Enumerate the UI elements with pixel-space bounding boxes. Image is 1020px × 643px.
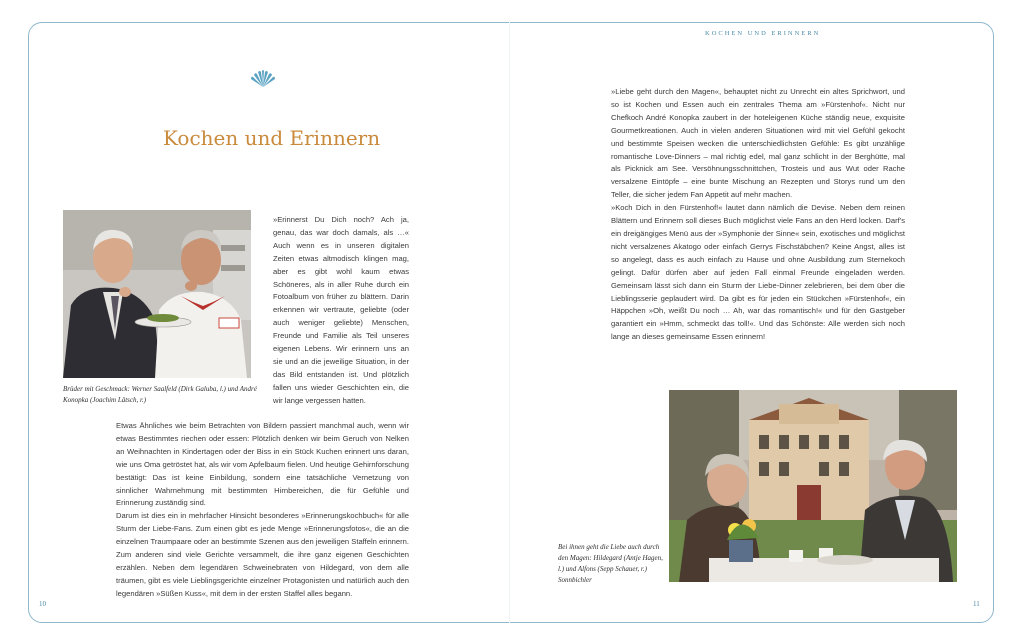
body-paragraph: »Koch Dich in den Fürstenhof!« lautet dann nämlich die Devise. Neben dem reinen Blättern und Erinnern soll dieses Buch möglichst viele Fans an den Herd locken. Darf's ein dreigängiges Menü aus der »Symphonie der Sinne« sein, exotisches und möglichst nicht versalzenes Akatogo oder einfach Gerrys Fischstäbchen? Keine Angst, alles ist so angelegt, dass es auch einfach zu Hause und ohne Ausbildung zum Sternekoch gelingt. Dafür dürfen aber auf jeden Fall einmal Freunde eingeladen werden. Gemeinsam lässt sich dann ein Sturm der Liebe-Dinner zelebrieren, bei dem über die Lieblingsserie geplaudert wird. Da gibt es für jeden ein Stückchen »Fürstenhof«, ein Häppchen »Oh, weißt Du noch … Ah, war das romantisch!« und für den Gastgeber garantiert ein »Hmm, schmeckt das toll!«. Und das Schönste: Alle werden sich noch lange an dieses gemeinsame Essen erinnern!	[611, 203, 905, 342]
photo-brothers	[63, 210, 251, 378]
intro-text: »Erinnerst Du Dich noch? Ach ja, genau, das war doch damals, als …« Auch wenn es in unseren digitalen Zeiten etwas altmodisch klingen mag, aber es gibt wohl kaum etwas Schöneres, als in aller Ruhe durch ein Fotoalbum von früher zu blättern. Darin erkennen wir vertraute, geliebte (oder auch weniger geliebte) Menschen, Freunde und Familie als Teil unseres eigenen Lebens. Wir erinnern uns an sie und an die jeweilige Situation, in der das Bild entstanden ist. Und plötzlich fallen uns wieder Geschichten ein, die wir lange vergessen hatten.	[273, 215, 409, 405]
body-paragraph: Darum ist dies ein in mehrfacher Hinsicht besonderes »Erinnerungskochbuch« für alle Sturm der Liebe-Fans. Zum einen gibt es jede Menge »Erinnerungsfotos«, die an die einzelnen Traumpaare oder an bestimmte Szenen aus den jeweiligen Staffeln erinnern. Zum anderen sind viele Gerichte versammelt, die ihre ganz eigenen Geschichten erzählen. Neben dem legendären Schweinebraten von Hildegard, von dem alle träumen, gibt es viele Lieblingsgerichte einzelner Protagonisten und natürlich auch den legendären »Süßen Kuss«, mit dem in der ersten Staffel alles begann.	[116, 511, 409, 598]
intro-paragraph	[273, 214, 409, 408]
page-number-left: 10	[39, 600, 46, 608]
page-title: Kochen und Erinnern	[163, 126, 381, 150]
body-paragraph: »Liebe geht durch den Magen«, behauptet nicht zu Unrecht ein altes Sprichwort, und so ist Kochen und Essen auch ein zentrales Thema am »Fürstenhof«. Nicht nur Chefkoch André Konopka zaubert in der hoteleigenen Küche ständig neue, exquisite Gourmetkreationen. Auch in vielen anderen Situationen wird mit viel Gefühl gekocht und bestimmte Speisen wecken die unterschiedlichsten Gefühle: Es gibt unzählige romantische Love-Dinners – mal richtig edel, mal ganz schlicht in der Berghütte, mal als Picknick am See. Versöhnungsschnittchen, Trosteis und aus Wut oder Rache versalzene Eintöpfe – eine bunte Mischung an Rezepten und Storys rund um den Teller, die sicher jedem Fan Appetit auf mehr machen.	[611, 87, 905, 200]
photo-caption-couple: Bei ihnen geht die Liebe auch durch den Magen: Hildegard (Antje Hagen, l.) und Alfons (Sepp Schauer, r.) Sonnbichler	[558, 543, 663, 584]
running-head: KOCHEN UND ERINNERN	[705, 30, 821, 37]
photo-couple	[669, 390, 957, 582]
photo-caption-brothers: Brüder mit Geschmack: Werner Saalfeld (Dirk Galuba, l.) und André Konopka (Joachim Lätsch, r.)	[63, 385, 257, 404]
right-column-body	[611, 86, 905, 344]
book-fold	[509, 22, 510, 623]
left-column-body	[116, 420, 409, 601]
shell-ornament-icon	[247, 70, 279, 88]
page-number-right: 11	[973, 600, 980, 608]
body-paragraph: Etwas Ähnliches wie beim Betrachten von Bildern passiert manchmal auch, wenn wir etwas Bestimmtes riechen oder essen: Plötzlich denken wir beim Geruch von Nelken an Weihnachten in Kindertagen oder der Biss in ein Stück Kuchen erinnert uns daran, wie uns Oma getröstet hat, als wir vom Apfelbaum fielen. Und heutige Gehirnforschung bestätigt: Das ist keine Einbildung, sondern eine tatsächliche Vernetzung von sinnlicher Wahrnehmung mit bestimmten Hirnbereichen, die für Gefühle und Erinnerung zuständig sind.	[116, 421, 409, 508]
